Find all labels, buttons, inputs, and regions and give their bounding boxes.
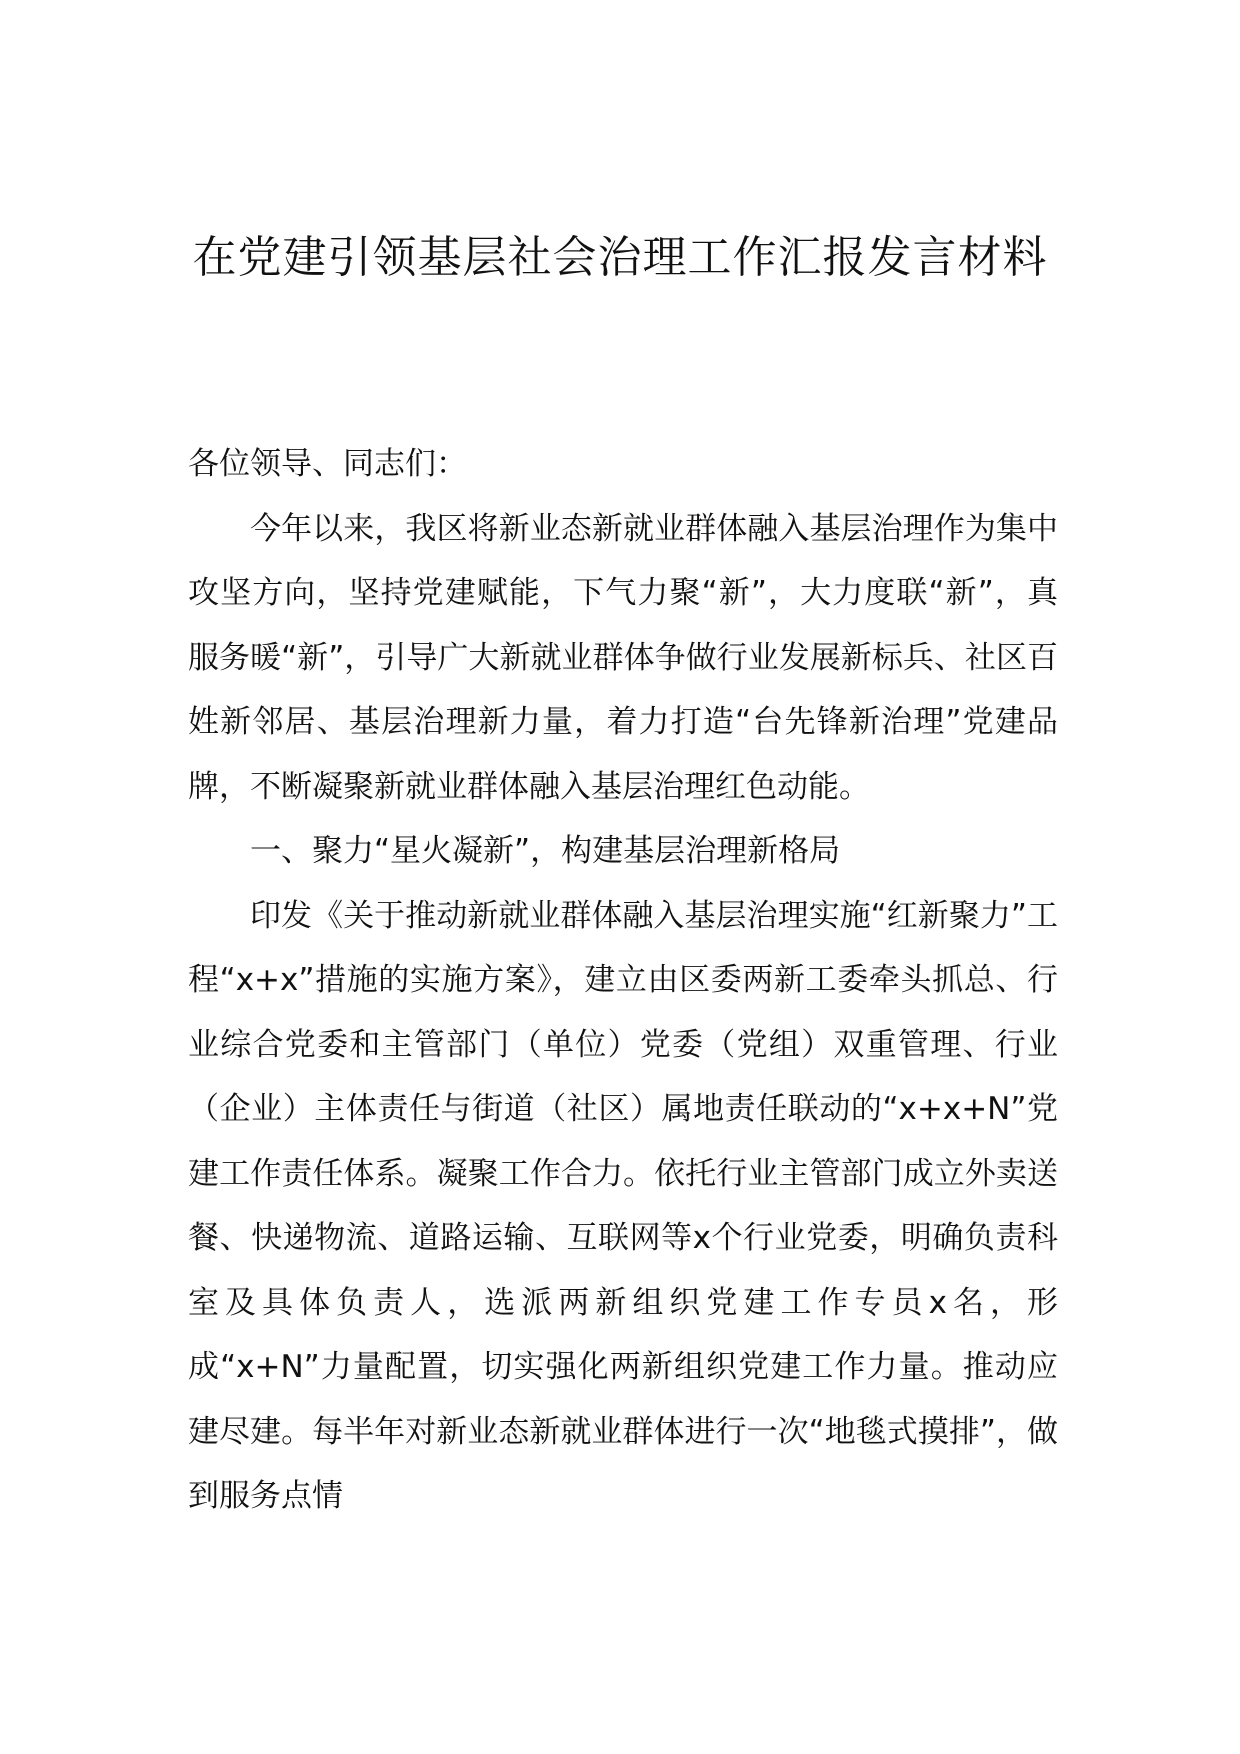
section-heading-1: 一、聚力“星火凝新”，构建基层治理新格局 [250,833,841,869]
paragraph-intro: 今年以来，我区将新业态新就业群体融入基层治理作为集中攻坚方向，坚持党建赋能，下气力聚“新”，大力度联“新”，真服务暖“新”，引导广大新就业群体争做行业发展新标兵、社区百姓新邻居、基层治理新力量，着力打造“台先锋新治理”党建品牌，不断凝聚新就业群体融入基层治理红色动能。 [188,510,1058,805]
document-title: 在党建引领基层社会治理工作汇报发言材料 [192,232,1048,283]
salutation: 各位领导、同志们： [188,446,467,482]
paragraph-section-1: 印发《关于推动新就业群体融入基层治理实施“红新聚力”工程“x+x”措施的实施方案》，建立由区委两新工委牵头抓总、行业综合党委和主管部门（单位）党委（党组）双重管理、行业（企业）主体责任与街道（社区）属地责任联动的“x+x+N”党建工作责任体系。凝聚工作合力。依托行业主管部门成立外卖送餐、快递物流、道路运输、互联网等x个行业党委，明确负责科室及具体负责人，选派两新组织党建工作专员x名，形成“x+N”力量配置，切实强化两新组织党建工作力量。推动应建尽建。每半年对新业态新就业群体进行一次“地毯式摸排”，做到服务点情 [188,897,1058,1514]
document-body [188,432,1058,1529]
